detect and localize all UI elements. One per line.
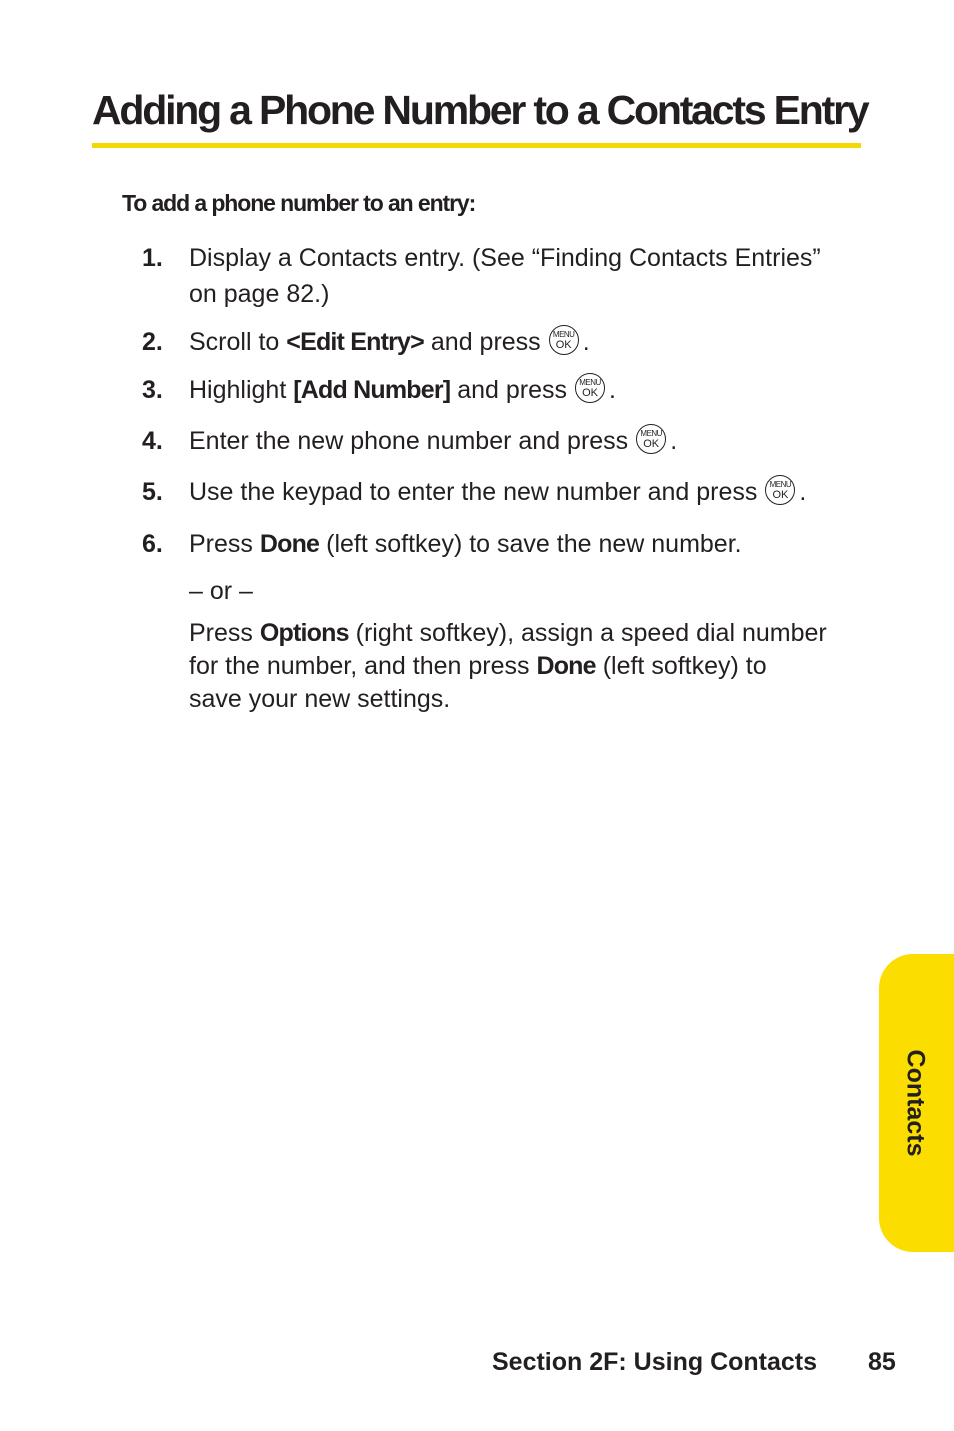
alternative-instructions: [189, 617, 869, 716]
step-text: [189, 372, 869, 408]
step-text-part: (left softkey) to save the new number.: [319, 530, 742, 558]
step-text: [189, 526, 869, 562]
menu-ok-key-icon: MENU OK: [636, 424, 666, 454]
step-number: 6.: [142, 530, 163, 558]
step-text-part: Enter the new phone number and press: [189, 427, 629, 455]
step-text-part: Use the keypad to enter the new number and press: [189, 478, 758, 506]
menu-ok-key-icon: MENU OK: [575, 373, 605, 403]
step-text: [189, 324, 869, 360]
step-number: 1.: [142, 244, 163, 272]
step-number: 3.: [142, 376, 163, 404]
step-number: 2.: [142, 328, 163, 356]
footer-page-number: 85: [868, 1348, 896, 1376]
section-side-tab-label: Contacts: [901, 1049, 930, 1157]
step-text: [189, 474, 869, 510]
title-underline: [92, 143, 861, 148]
step-number: 5.: [142, 478, 163, 506]
step-text-part: .: [799, 478, 807, 506]
or-separator: – or –: [189, 577, 253, 605]
step-text-part: Press: [189, 530, 260, 558]
softkey-done: Done: [259, 530, 320, 558]
procedure-intro: To add a phone number to an entry:: [122, 190, 476, 216]
alt-line: save your new settings.: [189, 685, 451, 713]
step-text-part: Highlight: [189, 376, 294, 404]
menu-ok-key-icon: MENU OK: [549, 325, 579, 355]
menu-ok-key-icon: MENU OK: [765, 475, 795, 505]
step-text-part: and press: [450, 376, 568, 404]
alt-line: Press Options (right softkey), assign a speed dial number: [189, 619, 827, 647]
step-text-line: on page 82.): [189, 280, 330, 308]
step-text-part: and press: [423, 328, 541, 356]
step-text-part: .: [670, 427, 678, 455]
footer-section-title: Section 2F: Using Contacts: [492, 1348, 818, 1376]
step-text-line: Display a Contacts entry. (See “Finding Contacts Entries”: [189, 244, 821, 272]
menu-option-add-number: [Add Number]: [293, 376, 451, 404]
step-text: [189, 423, 869, 459]
step-text-part: .: [582, 328, 590, 356]
step-text: [189, 240, 869, 312]
softkey-done: Done: [536, 652, 596, 680]
alt-line: for the number, and then press Done (left softkey) to: [189, 652, 767, 680]
step-number: 4.: [142, 427, 163, 455]
step-text-part: .: [609, 376, 616, 404]
page-title: Adding a Phone Number to a Contacts Entry: [92, 87, 868, 133]
softkey-options: Options: [259, 619, 349, 647]
menu-option-edit-entry: <Edit Entry>: [286, 328, 424, 356]
step-text-part: Scroll to: [189, 328, 287, 356]
